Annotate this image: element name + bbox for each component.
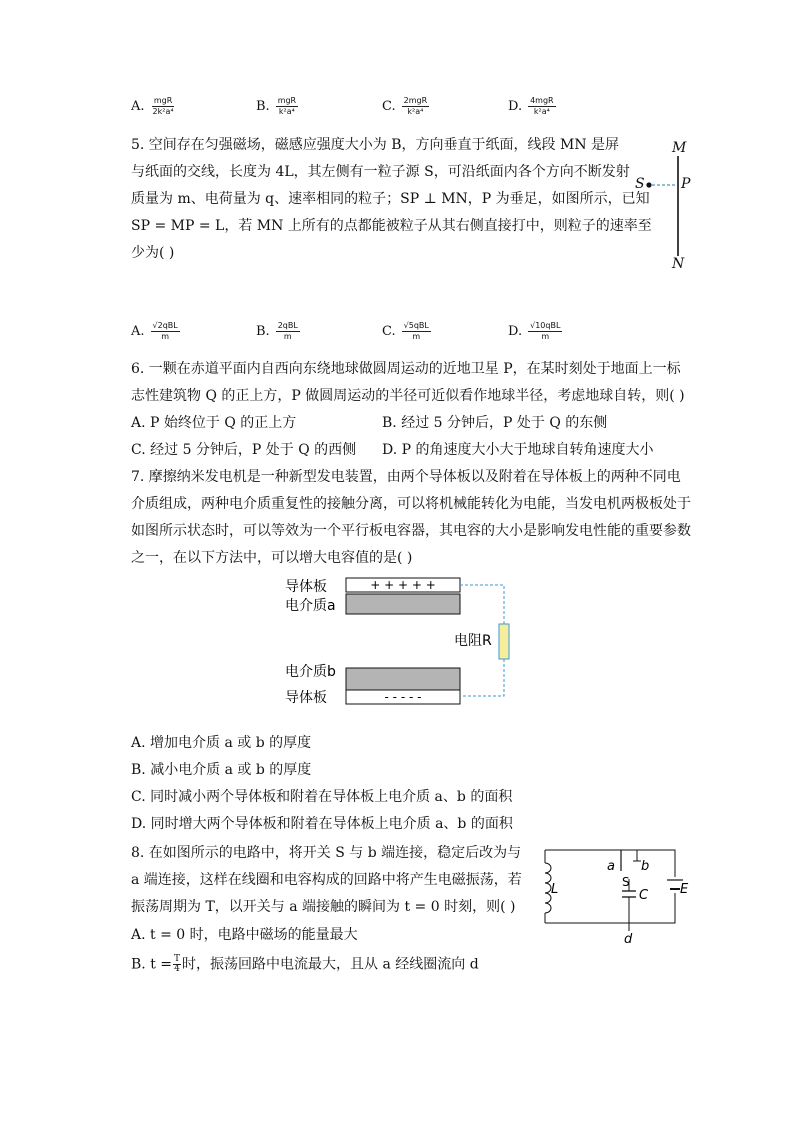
label-dielectric-a: 电介质a <box>285 598 336 614</box>
q5-option-d[interactable]: D. $\frac{\text{√10qBL}}{m}$ <box>508 321 561 341</box>
dielectric-b-layer <box>346 668 460 690</box>
t-frac-den: 4 <box>174 964 180 974</box>
q7-option-d[interactable]: D. 同时增大两个导体板和附着在导体板上电介质 a、b 的面积 <box>131 816 513 832</box>
label-s: S <box>635 176 645 192</box>
q7-line-3: 如图所示状态时，可以等效为一个平行板电容器，其电容的大小是影响发电性能的重要参数 <box>131 523 691 539</box>
q8-circuit-figure <box>535 845 695 945</box>
q7-line-2: 介质组成，两种电介质重复性的接触分离，可以将机械能转化为电能，当发电机两极板处于 <box>131 496 691 512</box>
label-l: L <box>551 882 559 897</box>
t-over-4 <box>173 955 181 974</box>
label-m: M <box>672 140 687 156</box>
q5-line-4: SP = MP = L，若 MN 上所有的点都能被粒子从其右侧直接打中，则粒子的速率至 <box>131 218 652 234</box>
q5-option-a[interactable]: A. $\frac{\text{√2qBL}}{m}$ <box>131 321 178 341</box>
q4-option-d[interactable]: D. $\frac{\text{4mgR}}{\text{k²a⁴}}$ <box>508 96 554 116</box>
q8-option-b-prefix: B. t = <box>131 956 172 973</box>
q8-option-b-rest: 时，振荡回路中电流最大，且从 a 经线圈流向 d <box>182 956 479 973</box>
label-s: S <box>622 875 630 889</box>
q8-line-1: 8. 在如图所示的电路中，将开关 S 与 b 端连接，稳定后改为与 <box>131 845 522 861</box>
q6-line-2: 志性建筑物 Q 的正上方，P 做圆周运动的半径可近似看作地球半径，考虑地球自转，则( ) <box>131 388 685 404</box>
q6-line-1: 6. 一颗在赤道平面内自西向东绕地球做圆周运动的近地卫星 P，在某时刻处于地面上一标 <box>131 361 681 377</box>
q4-option-c[interactable]: C. $\frac{\text{2mgR}}{\text{k²a⁴}}$ <box>382 96 428 116</box>
q7-option-b[interactable]: B. 减小电介质 a 或 b 的厚度 <box>131 762 312 778</box>
q6-option-a[interactable]: A. P 始终位于 Q 的正上方 <box>131 415 297 431</box>
q7-line-1: 7. 摩擦纳米发电机是一种新型发电装置，由两个导体板以及附着在导体板上的两种不同电 <box>131 469 681 485</box>
resistor-r <box>499 624 509 659</box>
label-n: N <box>672 256 685 272</box>
label-top-plate: 导体板 <box>285 579 327 595</box>
q5-figure-svg <box>636 140 696 280</box>
q5-option-b[interactable]: B. $\frac{\text{2qBL}}{m}$ <box>256 321 298 341</box>
q6-option-d[interactable]: D. P 的角速度大小大于地球自转角速度大小 <box>382 442 654 458</box>
top-plate-charges: + + + + + <box>370 578 436 592</box>
label-p: P <box>681 176 691 192</box>
q7-capacitor-figure <box>280 572 520 712</box>
q4-option-b[interactable]: B. $\frac{\text{mgR}}{\text{k²a⁴}}$ <box>256 96 297 116</box>
q4-option-a[interactable]: A. $\frac{\text{mgR}}{\text{2k²a⁴}}$ <box>131 96 174 116</box>
label-a: a <box>607 859 615 874</box>
q5-line-1: 5. 空间存在匀强磁场，磁感应强度大小为 B，方向垂直于纸面，线段 MN 是屏 <box>131 137 620 153</box>
bottom-wire <box>545 893 675 923</box>
dielectric-a-layer <box>346 594 460 614</box>
q8-line-3: 振荡周期为 T，以开关与 a 端接触的瞬间为 t = 0 时刻，则( ) <box>131 899 516 915</box>
q7-line-4: 之一，在以下方法中，可以增大电容值的是( ) <box>131 550 413 566</box>
label-e: E <box>680 882 689 897</box>
q8-line-2: a 端连接，这样在线圈和电容构成的回路中将产生电磁振荡，若 <box>131 872 522 888</box>
bottom-wire <box>460 659 504 696</box>
q8-option-a[interactable]: A. t = 0 时，电路中磁场的能量最大 <box>131 927 358 943</box>
q7-option-a[interactable]: A. 增加电介质 a 或 b 的厚度 <box>131 735 312 751</box>
label-c: C <box>639 888 649 903</box>
q5-line-3: 质量为 m、电荷量为 q、速率相同的粒子；SP ⊥ MN，P 为垂足，如图所示，已知 <box>131 191 650 207</box>
q8-option-b[interactable] <box>131 955 479 974</box>
t-frac-num: T <box>174 954 181 964</box>
bottom-plate-charges: - - - - - <box>384 690 422 704</box>
q5-option-c[interactable]: C. $\frac{\text{√5qBL}}{m}$ <box>382 321 429 341</box>
source-s-dot <box>646 182 651 187</box>
top-wire <box>460 585 504 624</box>
label-b: b <box>641 859 650 874</box>
q6-option-b[interactable]: B. 经过 5 分钟后，P 处于 Q 的东侧 <box>382 415 608 431</box>
label-bottom-plate: 导体板 <box>285 690 327 706</box>
q6-option-c[interactable]: C. 经过 5 分钟后，P 处于 Q 的西侧 <box>131 442 357 458</box>
q5-line-5: 少为( ) <box>131 245 175 261</box>
label-resistor: 电阻R <box>454 633 492 649</box>
q5-line-2: 与纸面的交线，长度为 4L，其左侧有一粒子源 S，可沿纸面内各个方向不断发射 <box>131 164 630 180</box>
label-dielectric-b: 电介质b <box>285 664 336 680</box>
q7-option-c[interactable]: C. 同时减小两个导体板和附着在导体板上电介质 a、b 的面积 <box>131 789 513 805</box>
label-d: d <box>624 932 633 945</box>
